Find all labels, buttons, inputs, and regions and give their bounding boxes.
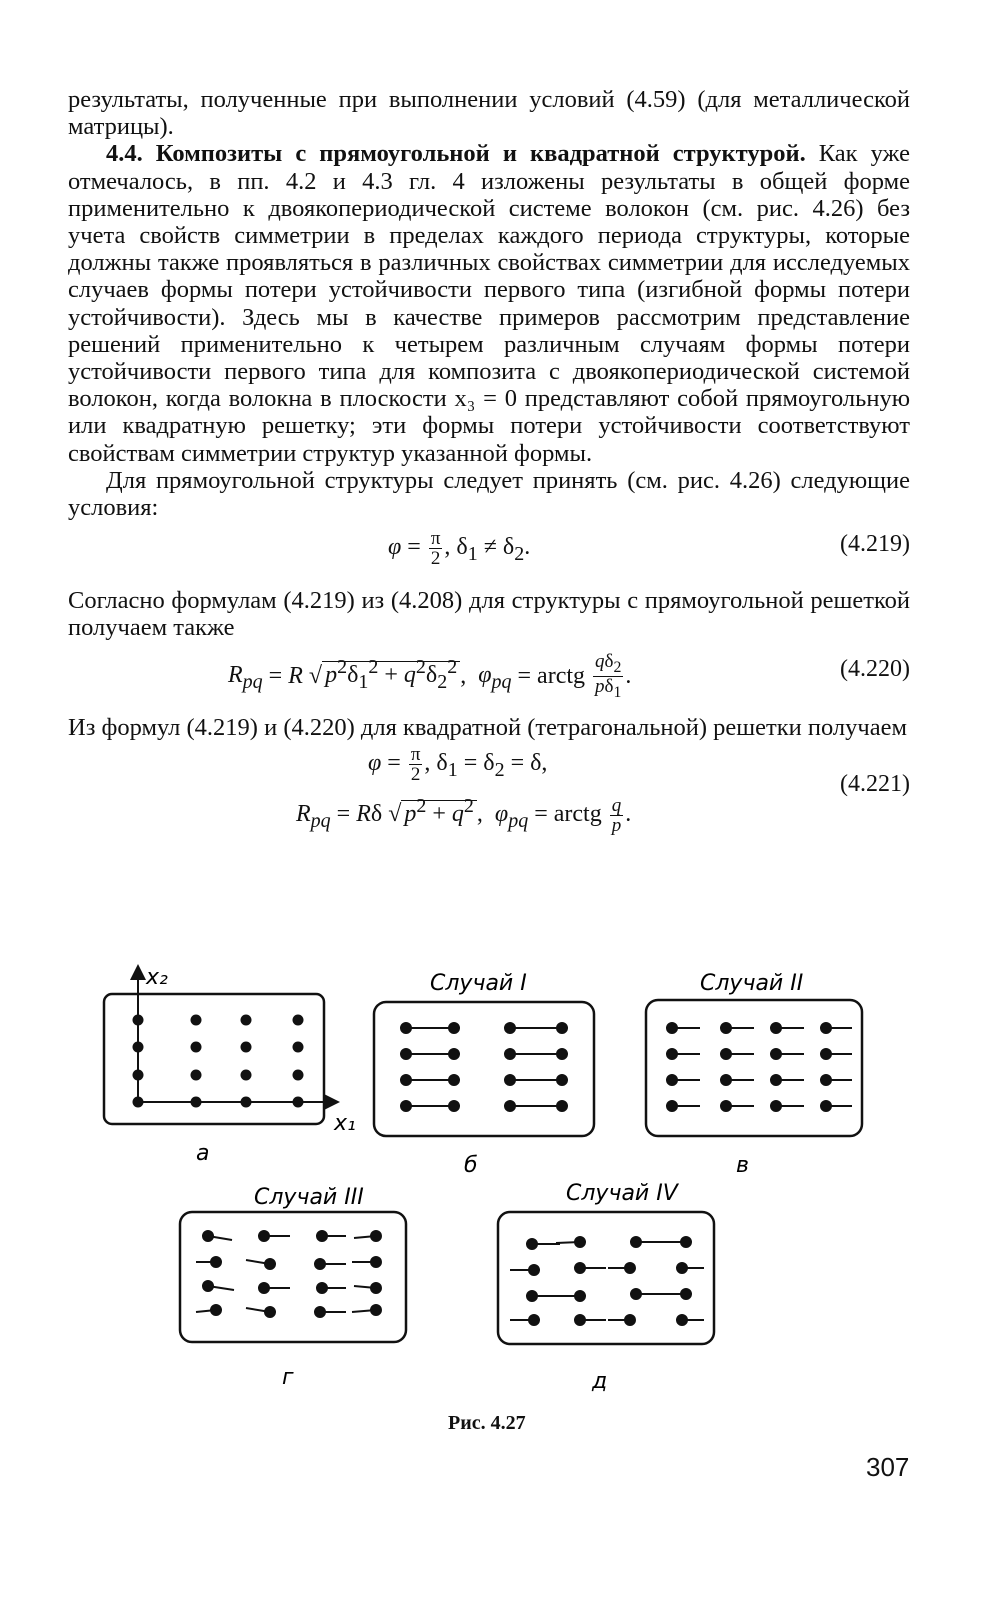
equation-4-221-number: (4.221) bbox=[840, 770, 910, 797]
panel-a bbox=[104, 965, 356, 1166]
equation-4-221-line1: φ = $\frac{\pi}{2}$ , $\delta_1 = \delta_2 = \delta$, bbox=[368, 743, 548, 785]
panel-v-dipoles bbox=[667, 1023, 852, 1111]
paragraph-4: Согласно формулам (4.219) из (4.208) для структуры с прямоугольной решеткой получаем также bbox=[68, 587, 910, 642]
panel-g-dipoles bbox=[196, 1231, 381, 1317]
panel-a-label: а bbox=[196, 1141, 210, 1166]
case-1-title: Случай I bbox=[430, 971, 527, 996]
case-2-title: Случай II bbox=[700, 971, 804, 996]
equation-4-220-number: (4.220) bbox=[840, 655, 910, 682]
figure-caption: Рис. 4.27 bbox=[448, 1412, 526, 1434]
equation-4-219-number: (4.219) bbox=[840, 531, 910, 558]
panel-v-frame bbox=[646, 1000, 862, 1136]
panel-b-label: б bbox=[464, 1153, 478, 1178]
panel-d bbox=[498, 1181, 714, 1394]
paragraph-3: Для прямоугольной структуры следует принять (см. рис. 4.26) следующие условия: bbox=[68, 466, 910, 522]
case-4-title: Случай IV bbox=[566, 1181, 678, 1206]
panel-g bbox=[180, 1185, 406, 1390]
equation-4-220-body: $R_{pq} = R$ √ $p^2\delta_1^2 + q^2\delta_2^2$ , $\varphi_{pq}$ = arctg $\frac{q\delta_2}{p\delta_1}$ . bbox=[228, 650, 632, 702]
axis-x1-label: x₁ bbox=[334, 1111, 356, 1136]
paragraph-2-body: Как уже отмечалось, в пп. 4.2 и 4.3 гл. 4 изложены результаты в общей форме применительно к двоякопериодической системе волокон (см. рис. 4.26) без учета свойств симметрии в пределах каждого периода структуры, которые должны также проявляться в различных свойствах симметрии для исследуемых случаев формы потери устойчивости первого типа (изгибной формы потери устойчивости). Здесь мы в качестве примеров рассмотрим представление решений применительно к четырем различным случаям формы потери устойчивости первого типа для композита с двоякопериодической системой волокон, когда волокна в плоскости x₃ = 0 представляют собой прямоугольную или квадратную решетку; эти формы потери устойчивости соответствуют свойствам симметрии структур указанной формы. bbox=[68, 140, 911, 467]
panel-g-label: г bbox=[282, 1365, 294, 1390]
case-3-title: Случай III bbox=[254, 1185, 364, 1210]
panel-d-label: д bbox=[592, 1369, 608, 1394]
paragraph-5: Из формул (4.219) и (4.220) для квадратной (тетрагональной) решетки получаем bbox=[68, 713, 907, 741]
panel-b-dipoles bbox=[401, 1023, 567, 1111]
panel-d-dipoles bbox=[510, 1237, 704, 1325]
panel-b bbox=[374, 971, 594, 1178]
axis-x2-label: x₂ bbox=[146, 965, 168, 990]
panel-v-label: в bbox=[736, 1153, 749, 1178]
equation-4-221-line2: $R_{pq} = R\delta$ √ $p^2 + q^2$ , $\varphi_{pq}$ = arctg $\frac{q}{p}$ . bbox=[296, 794, 632, 836]
page-number: 307 bbox=[866, 1452, 910, 1482]
panel-v bbox=[646, 971, 862, 1178]
paragraph-1: результаты, полученные при выполнении условий (4.59) (для металлической матрицы). bbox=[68, 86, 910, 141]
panel-a-dots bbox=[133, 1015, 304, 1108]
section-heading: 4.4. Композиты с прямоугольной и квадратной структурой. bbox=[106, 140, 806, 168]
equation-4-219-body: φ = $\frac{\pi}{2}$ , $\delta_1 \ne \delta_2$. bbox=[388, 528, 531, 570]
